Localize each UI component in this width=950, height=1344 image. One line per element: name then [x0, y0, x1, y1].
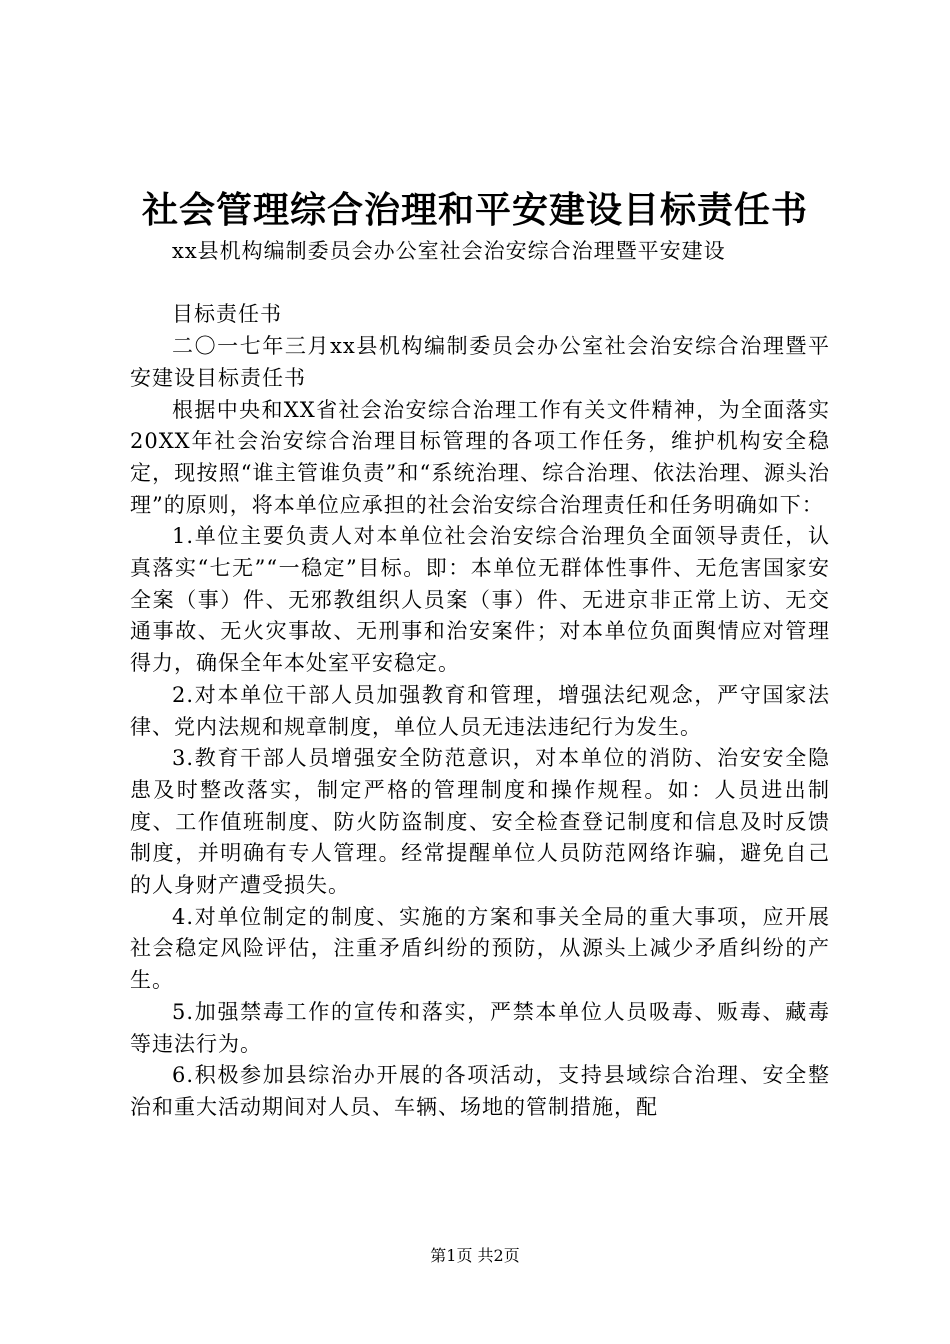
item-paragraph: 1.单位主要负责人对本单位社会治安综合治理负全面领导责任，认真落实“七无”“一稳定”目标。即：本单位无群体性事件、无危害国家安全案（事）件、无邪教组织人员案（事）件、无进京非正常上访、无交通事故、无火灾事故、无刑事和治安案件；对本单位负面舆情应对管理得力，确保全年本处室平安稳定。 [130, 524, 830, 676]
date-line: 二〇一七年三月xx县机构编制委员会办公室社会治安综合治理暨平安建设目标责任书 [130, 334, 830, 390]
item-paragraph: 3.教育干部人员增强安全防范意识，对本单位的消防、治安安全隐患及时整改落实，制定严格的管理制度和操作规程。如：人员进出制度、工作值班制度、防火防盗制度、安全检查登记制度和信息及时反馈制度，并明确有专人管理。经常提醒单位人员防范网络诈骗，避免自己的人身财产遭受损失。 [130, 746, 830, 898]
subtitle-continuation: 目标责任书 [172, 302, 282, 327]
document-body [130, 236, 830, 1124]
item-paragraph: 6.积极参加县综治办开展的各项活动，支持县域综合治理、安全整治和重大活动期间对人员、车辆、场地的管制措施，配 [130, 1063, 830, 1119]
item-paragraph: 4.对单位制定的制度、实施的方案和事关全局的重大事项，应开展社会稳定风险评估，注重矛盾纠纷的预防，从源头上减少矛盾纠纷的产生。 [130, 904, 830, 993]
item-paragraph: 5.加强禁毒工作的宣传和落实，严禁本单位人员吸毒、贩毒、藏毒等违法行为。 [130, 999, 830, 1056]
subtitle-line: xx县机构编制委员会办公室社会治安综合治理暨平安建设 [172, 239, 726, 263]
page-footer: 第1页 共2页 [430, 1246, 520, 1265]
intro-paragraph: 根据中央和XX省社会治安综合治理工作有关文件精神，为全面落实20XX年社会治安综合治理目标管理的各项工作任务，维护机构安全稳定，现按照“谁主管谁负责”和“系统治理、综合治理、依法治理、源头治理”的原则，将本单位应承担的社会治安综合治理责任和任务明确如下： [130, 397, 830, 517]
document-title: 社会管理综合治理和平安建设目标责任书 [141, 189, 808, 231]
item-paragraph: 2.对本单位干部人员加强教育和管理，增强法纪观念，严守国家法律、党内法规和规章制度，单位人员无违法违纪行为发生。 [130, 682, 830, 739]
